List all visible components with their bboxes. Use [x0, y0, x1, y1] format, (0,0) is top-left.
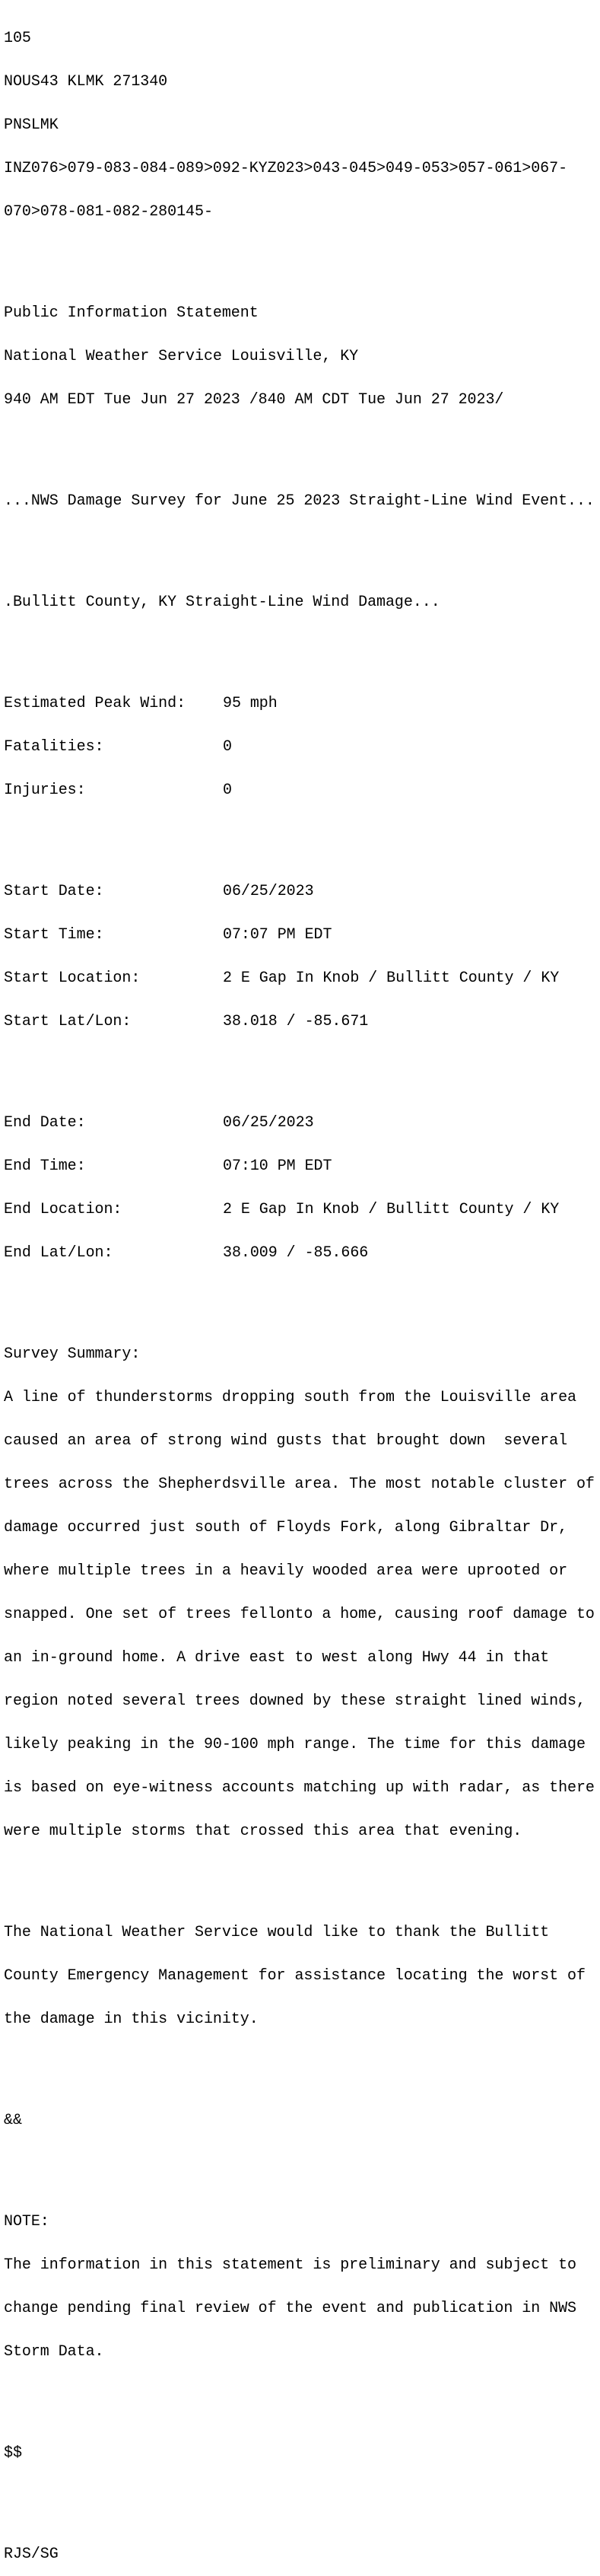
start-location-row — [4, 971, 595, 986]
blank-line — [4, 2388, 595, 2402]
note-line: Storm Data. — [4, 2343, 104, 2361]
end-location-row — [4, 1202, 595, 1217]
field-value: 38.018 / -85.671 — [223, 1013, 369, 1030]
ugc-line: INZ076>079-083-084-089>092-KYZ023>043-045>049-053>057-061>067- — [4, 160, 568, 177]
end-latlon-row — [4, 1246, 595, 1260]
end-time-row — [4, 1159, 595, 1173]
start-date-row — [4, 884, 595, 899]
start-latlon-row — [4, 1014, 595, 1029]
field-label: End Date: — [4, 1114, 86, 1132]
summary-line: an in-ground home. A drive east to west along Hwy 44 in that — [4, 1649, 550, 1667]
summary-line: damage occurred just south of Floyds Fork, along Gibraltar Dr, — [4, 1519, 568, 1536]
summary-line: likely peaking in the 90-100 mph range. The time for this damage — [4, 1736, 586, 1753]
field-value: 2 E Gap In Knob / Bullitt County / KY — [223, 970, 560, 987]
summary-line: where multiple trees in a heavily wooded area were uprooted or — [4, 1562, 568, 1580]
thanks-line: The National Weather Service would like to thank the Bullitt — [4, 1924, 550, 1941]
thanks-line: the damage in this vicinity. — [4, 2011, 259, 2028]
field-label: Injuries: — [4, 782, 86, 799]
field-value: 95 mph — [223, 695, 278, 712]
field-label: Start Location: — [4, 970, 141, 987]
blank-line — [4, 1058, 595, 1072]
blank-line — [4, 2489, 595, 2504]
field-label: Start Time: — [4, 926, 104, 944]
note-line: The information in this statement is preliminary and subject to — [4, 2256, 576, 2274]
field-value: 0 — [223, 738, 232, 756]
blank-line — [4, 2055, 595, 2070]
summary-line: trees across the Shepherdsville area. The most notable cluster of — [4, 1476, 595, 1493]
field-label: End Lat/Lon: — [4, 1244, 113, 1262]
summary-line: caused an area of strong wind gusts that brought down several — [4, 1432, 568, 1450]
thanks-line: County Emergency Management for assistance locating the worst of — [4, 1967, 586, 1985]
blank-line — [4, 1868, 595, 1882]
field-value: 07:07 PM EDT — [223, 926, 332, 944]
field-value: 06/25/2023 — [223, 883, 314, 900]
blank-line — [4, 826, 595, 841]
section-separator: && — [4, 2112, 22, 2129]
summary-line: snapped. One set of trees fellonto a home, causing roof damage to — [4, 1606, 595, 1623]
blank-line — [4, 436, 595, 451]
blank-line — [4, 638, 595, 653]
end-separator: $$ — [4, 2444, 22, 2462]
field-value: 2 E Gap In Knob / Bullitt County / KY — [223, 1201, 560, 1218]
field-label: Start Lat/Lon: — [4, 1013, 132, 1030]
field-label: End Location: — [4, 1201, 122, 1218]
field-label: End Time: — [4, 1157, 86, 1175]
note-line: change pending final review of the event and publication in NWS — [4, 2300, 576, 2317]
ugc-line: 070>078-081-082-280145- — [4, 203, 213, 221]
summary-line: A line of thunderstorms dropping south from the Louisville area — [4, 1389, 576, 1406]
field-label: Estimated Peak Wind: — [4, 695, 186, 712]
issue-time: 940 AM EDT Tue Jun 27 2023 /840 AM CDT Tue Jun 27 2023/ — [4, 391, 504, 409]
summary-line: were multiple storms that crossed this area that evening. — [4, 1823, 522, 1840]
wmo-header: NOUS43 KLMK 271340 — [4, 73, 168, 91]
issuing-office: National Weather Service Louisville, KY — [4, 348, 359, 365]
stat-row-fatalities — [4, 740, 595, 754]
end-date-row — [4, 1116, 595, 1130]
field-value: 0 — [223, 782, 232, 799]
field-label: Start Date: — [4, 883, 104, 900]
section-heading: .Bullitt County, KY Straight-Line Wind Damage... — [4, 594, 440, 611]
stat-row-injuries — [4, 783, 595, 798]
stat-row-peak-wind — [4, 696, 595, 711]
survey-summary-label: Survey Summary: — [4, 1345, 141, 1363]
blank-line — [4, 248, 595, 263]
start-time-row — [4, 928, 595, 942]
forecaster-signature: RJS/SG — [4, 2546, 59, 2563]
field-label: Fatalities: — [4, 738, 104, 756]
field-value: 07:10 PM EDT — [223, 1157, 332, 1175]
blank-line — [4, 1289, 595, 1304]
statement-document — [4, 2, 595, 2576]
blank-line — [4, 537, 595, 552]
summary-line: region noted several trees downed by these straight lined winds, — [4, 1692, 586, 1710]
awips-id: PNSLMK — [4, 116, 59, 134]
blank-line — [4, 2157, 595, 2171]
product-number: 105 — [4, 30, 31, 47]
field-value: 38.009 / -85.666 — [223, 1244, 369, 1262]
summary-line: is based on eye-witness accounts matching up with radar, as there — [4, 1779, 595, 1797]
headline: ...NWS Damage Survey for June 25 2023 Straight-Line Wind Event... — [4, 492, 595, 510]
product-name: Public Information Statement — [4, 304, 259, 322]
note-label: NOTE: — [4, 2213, 49, 2231]
field-value: 06/25/2023 — [223, 1114, 314, 1132]
